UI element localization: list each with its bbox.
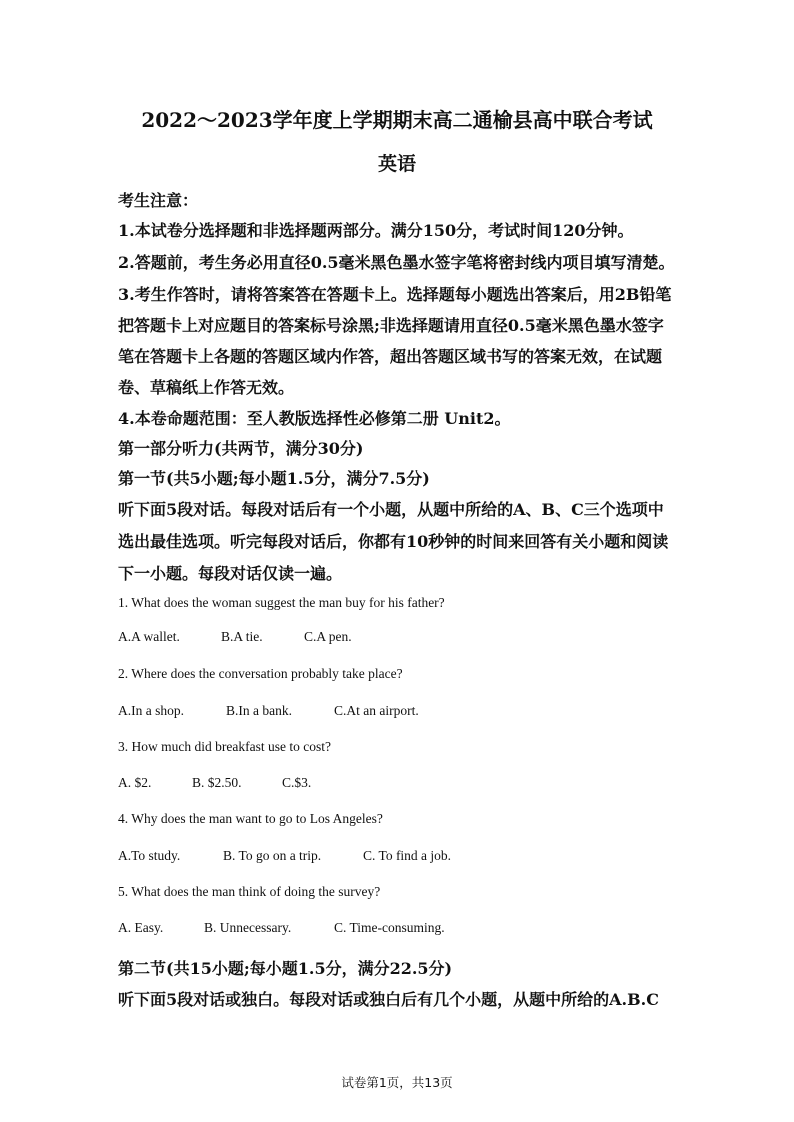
question-1: 1. What does the woman suggest the man buy for his father? [118,595,445,610]
question-4-options [118,848,451,864]
section1-instructions: 选出最佳选项。听完每段对话后，你都有10秒钟的时间来回答有关小题和阅读 [118,532,669,551]
notice-item: 1.本试卷分选择题和非选择题两部分。满分150分，考试时间120分钟。 [118,221,634,240]
question-1-options [118,629,352,645]
question-5-options [118,920,445,936]
section1-instructions: 下一小题。每段对话仅读一遍。 [118,564,343,583]
option-a: A.In a shop. [118,703,184,718]
option-c: C.At an airport. [334,703,419,718]
section2-heading: 第二节(共15小题;每小题1.5分，满分22.5分) [118,959,453,978]
exam-title: 2022～2023学年度上学期期末高二通榆县高中联合考试 [141,108,653,132]
section1-instructions: 听下面5段对话。每段对话后有一个小题，从题中所给的A、B、C三个选项中 [118,500,664,519]
notice-item: 3.考生作答时，请将答案答在答题卡上。选择题每小题选出答案后，用2B铅笔 [118,285,672,304]
question-3-options [118,775,311,791]
option-a: A. Easy. [118,920,164,935]
option-c: C. Time-consuming. [334,920,445,935]
notice-item: 卷、草稿纸上作答无效。 [118,378,295,397]
notice-item: 把答题卡上对应题目的答案标号涂黑;非选择题请用直径0.5毫米黑色墨水签字 [118,316,664,335]
section1-heading: 第一节(共5小题;每小题1.5分，满分7.5分) [118,469,430,488]
question-2-options [118,703,419,719]
option-b: B.A tie. [221,629,263,644]
notice-item: 2.答题前，考生务必用直径0.5毫米黑色墨水签字笔将密封线内项目填写清楚。 [118,253,675,272]
option-b: B. To go on a trip. [223,848,322,863]
section2-instructions: 听下面5段对话或独白。每段对话或独白后有几个小题，从题中所给的A.B.C [118,990,659,1009]
option-b: B. Unnecessary. [204,920,292,935]
page-footer: 试卷第1页，共13页 [341,1075,453,1090]
part1-heading: 第一部分听力(共两节，满分30分) [118,439,364,458]
question-4: 4. Why does the man want to go to Los Angeles? [118,811,383,826]
question-3: 3. How much did breakfast use to cost? [118,739,331,754]
option-c: C.A pen. [304,629,352,644]
option-c: C. To find a job. [363,848,452,863]
option-a: A.To study. [118,848,181,863]
option-b: B.In a bank. [226,703,292,718]
question-2: 2. Where does the conversation probably take place? [118,666,403,681]
option-c: C.$3. [282,775,312,790]
subject-title: 英语 [377,153,416,175]
option-a: A.A wallet. [118,629,180,644]
notice-item: 4.本卷命题范围：至人教版选择性必修第二册 Unit2。 [118,409,511,428]
notice-heading: 考生注意： [118,191,199,210]
notice-item: 笔在答题卡上各题的答题区域内作答，超出答题区域书写的答案无效，在试题 [118,347,663,366]
option-a: A. $2. [118,775,152,790]
question-5: 5. What does the man think of doing the survey? [118,884,381,899]
option-b: B. $2.50. [192,775,242,790]
